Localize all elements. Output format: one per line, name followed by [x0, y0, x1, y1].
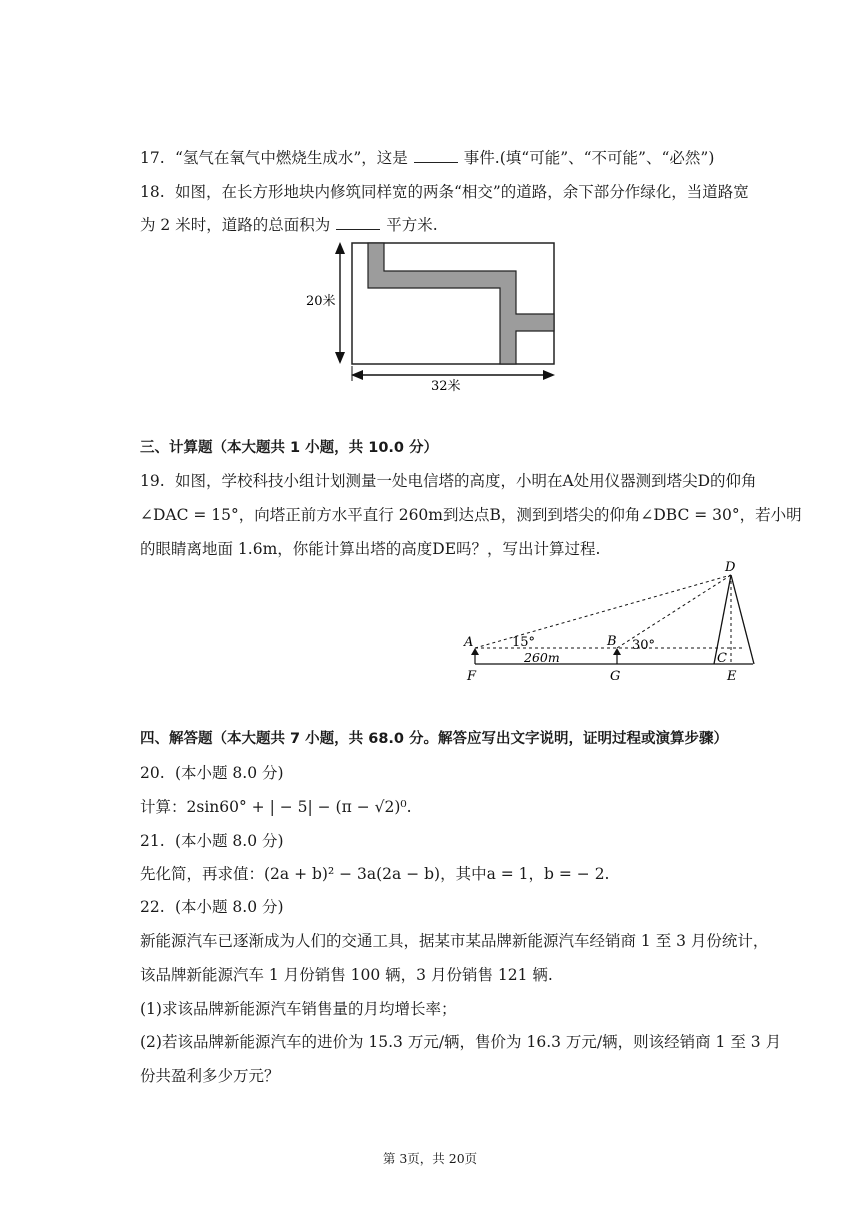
label-d: D: [725, 560, 736, 575]
q18-text-2b: 平方米.: [386, 216, 438, 234]
q19-number: 19.: [140, 472, 165, 490]
page-footer: 第 3页，共 20页: [382, 1151, 478, 1166]
height-arrow-head-top: [335, 242, 345, 254]
q22-number: 22.: [140, 898, 165, 916]
height-arrow-head-bottom: [335, 352, 345, 364]
tower-right-edge: [731, 575, 754, 664]
q21-text: 先化简，再求值：(2a + b)² − 3a(2a − b)，其中a = 1，b = − 2.: [140, 865, 610, 883]
q20-text: 计算：2sin60° + | − 5| − (π − √2)⁰.: [140, 798, 412, 816]
q21-number: 21.: [140, 832, 165, 850]
angle-b-label: 30°: [632, 638, 656, 653]
angle-a-label: 15°: [512, 635, 536, 650]
q20-score: (本小题 8.0 分): [174, 764, 284, 782]
label-a: A: [464, 635, 474, 650]
q18-line2: [140, 213, 438, 235]
q20-header: [140, 761, 284, 783]
q21-score: (本小题 8.0 分): [174, 832, 284, 850]
q22-part1: (1)求该品牌新能源汽车销售量的月均增长率；: [140, 1000, 457, 1018]
q17-text-b: 事件.(填“可能”、“不可能”、“必然”): [463, 149, 715, 167]
distance-label: 260m: [524, 650, 560, 665]
q22-header: [140, 895, 284, 917]
q19-line1: [140, 469, 757, 491]
q22-line1: 新能源汽车已逐渐成为人们的交通工具，据某市某品牌新能源汽车经销商 1 至 3 月份统计，: [140, 932, 769, 950]
q19-text-1: 如图，学校科技小组计划测量一处电信塔的高度，小明在A处用仪器测到塔尖D的仰角: [174, 472, 757, 490]
q18-figure: [300, 236, 570, 396]
q17-line: [140, 146, 714, 168]
q22-part2-line2: 份共盈利多少万元？: [140, 1067, 280, 1085]
q22-line2: 该品牌新能源汽车 1 月份销售 100 辆，3 月份销售 121 辆.: [140, 966, 553, 984]
label-b: B: [607, 634, 617, 649]
q18-blank: [336, 215, 380, 230]
label-g: G: [610, 669, 621, 684]
q19-line2: ∠DAC = 15°，向塔正前方水平直行 260m到达点B，测到到塔尖的仰角∠DBC = 30°，若小明: [140, 506, 802, 524]
q21-header: [140, 829, 284, 851]
height-label: 20米: [306, 294, 336, 309]
q18-text-2a: 为 2 米时，道路的总面积为: [140, 216, 331, 234]
width-label: 32米: [431, 379, 461, 394]
q18-text-1: 如图，在长方形地块内修筑同样宽的两条“相交”的道路，余下部分作绿化，当道路宽: [174, 183, 749, 201]
q19-line3: 的眼睛离地面 1.6m，你能计算出塔的高度DE吗？，写出计算过程.: [140, 540, 601, 558]
q22-part2-line1: (2)若该品牌新能源汽车的进价为 15.3 万元/辆，售价为 16.3 万元/辆，则该经销商 1 至 3 月: [140, 1033, 782, 1051]
q20-number: 20.: [140, 764, 165, 782]
q18-line1: [140, 180, 749, 202]
label-e: E: [727, 669, 737, 684]
q18-number: 18.: [140, 183, 165, 201]
label-f: F: [467, 669, 477, 684]
q22-score: (本小题 8.0 分): [174, 898, 284, 916]
section4-title: 四、解答题（本大题共 7 小题，共 68.0 分。解答应写出文字说明，证明过程或演算步骤）: [140, 731, 729, 747]
width-arrow-head-left: [351, 370, 363, 380]
q17-blank: [414, 148, 458, 163]
section3-title: 三、计算题（本大题共 1 小题，共 10.0 分）: [140, 440, 439, 456]
label-c: C: [717, 651, 727, 666]
q19-figure: [455, 556, 765, 686]
observer-b-arrow: [613, 648, 621, 655]
q17-number: 17.: [140, 149, 165, 167]
width-arrow-head-right: [543, 370, 555, 380]
q17-text-a: “氢气在氧气中燃烧生成水”，这是: [174, 149, 408, 167]
